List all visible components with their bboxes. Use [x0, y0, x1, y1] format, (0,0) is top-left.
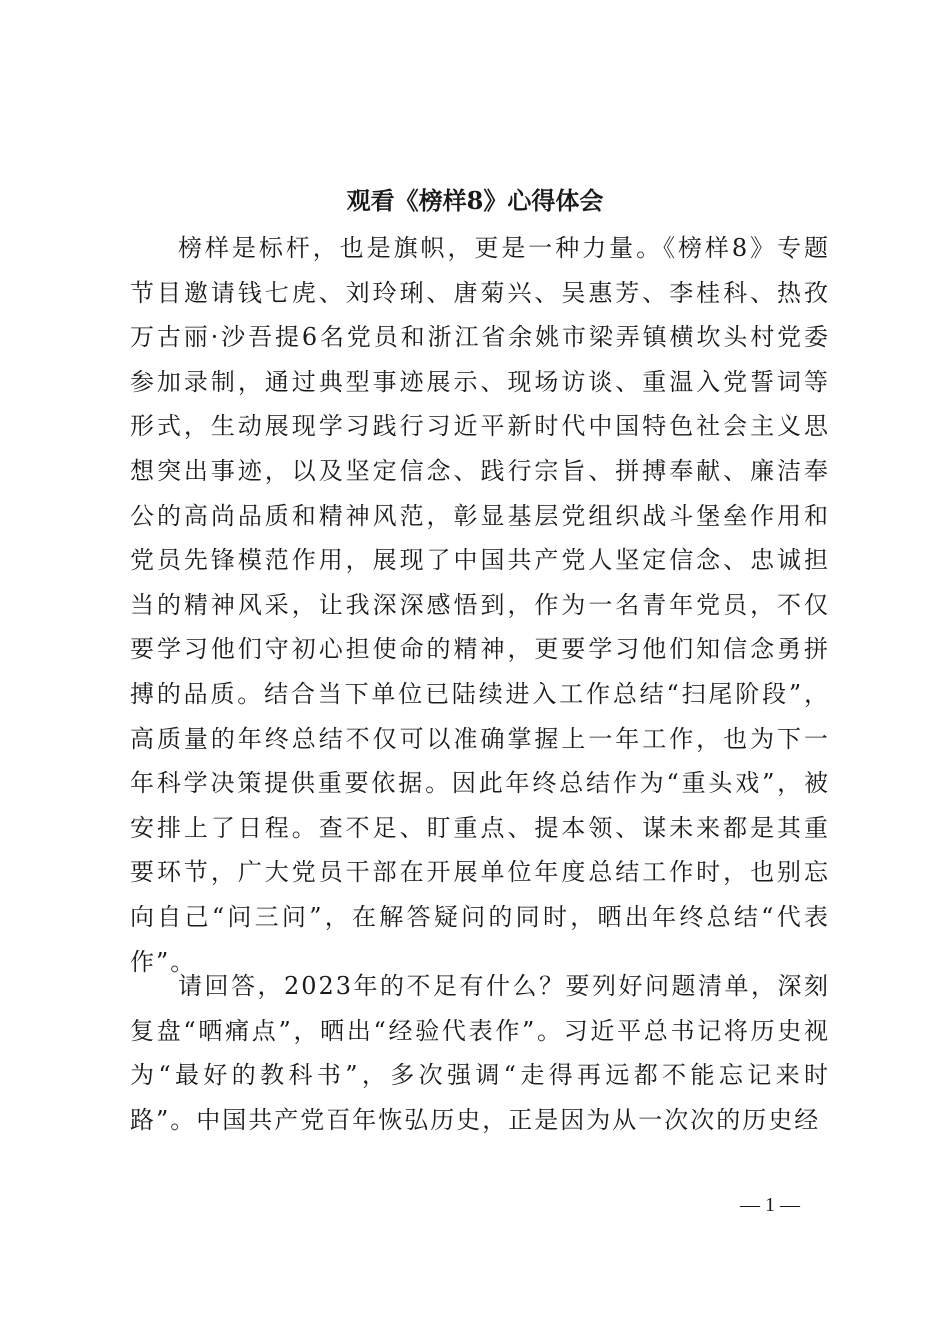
paragraph-2: 请回答，2023年的不足有什么？要列好问题清单，深刻复盘“晒痛点”，晒出“经验代表作”。习近平总书记将历史视为“最好的教科书”，多次强调“走得再远都不能忘记来时路”。中国共产党百年恢弘历史，正是因为从一次次的历史经 [130, 972, 830, 1134]
paragraph-1: 榜样是标杆，也是旗帜，更是一种力量。《榜样8》专题节目邀请钱七虎、刘玲琍、唐菊兴、吴惠芳、李桂科、热孜万古丽·沙吾提6名党员和浙江省余姚市梁弄镇横坎头村党委参加录制，通过典型事迹展示、现场访谈、重温入党誓词等形式，生动展现学习践行习近平新时代中国特色社会主义思想突出事迹，以及坚定信念、践行宗旨、拼搏奉献、廉洁奉公的高尚品质和精神风范，彰显基层党组织战斗堡垒作用和党员先锋模范作用，展现了中国共产党人坚定信念、忠诚担当的精神风采，让我深深感悟到，作为一名青年党员，不仅要学习他们守初心担使命的精神，更要学习他们知信念勇拼搏的品质。结合当下单位已陆续进入工作总结“扫尾阶段”，高质量的年终总结不仅可以准确掌握上一年工作，也为下一年科学决策提供重要依据。因此年终总结作为“重头戏”，被安排上了日程。查不足、盯重点、提本领、谋未来都是其重要环节，广大党员干部在开展单位年度总结工作时，也别忘向自己“问三问”，在解答疑问的同时，晒出年终总结“代表作”。 [130, 234, 830, 976]
document-title: 观看《榜样8》心得体会 [346, 186, 604, 215]
page-number: — 1 — [740, 1194, 800, 1216]
